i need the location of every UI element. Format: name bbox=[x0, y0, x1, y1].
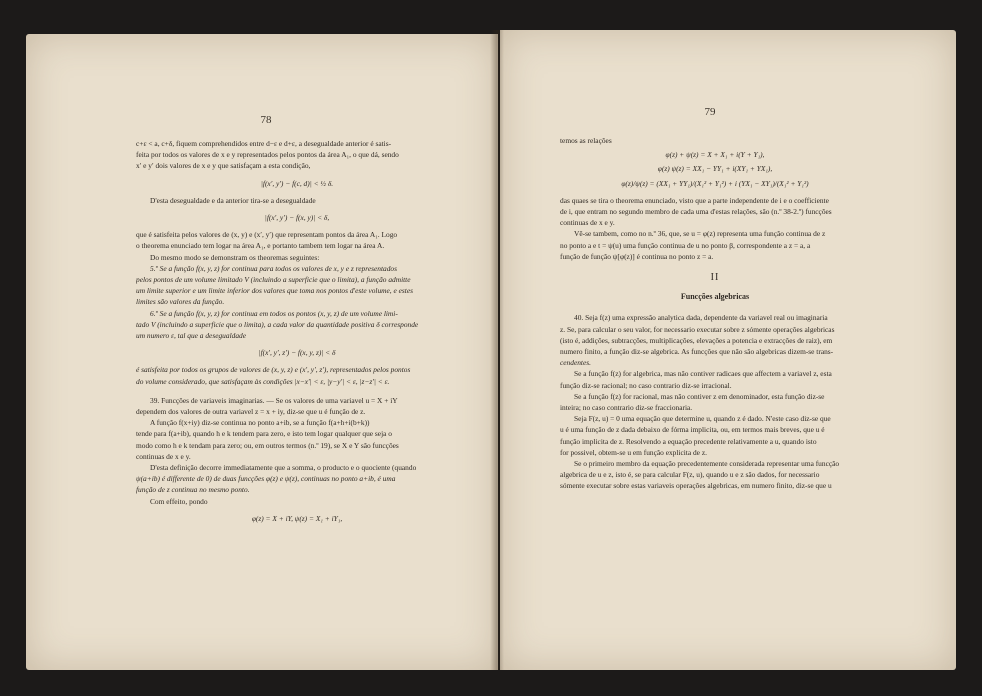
text-line: D'esta desegualdade e da anterior tira-se a desegualdade bbox=[150, 195, 316, 205]
text-line: c+ε < a, c+δ, fiquem comprehendidos entre d−ε e d+ε, a desegualdade anterior é satis- bbox=[136, 139, 392, 148]
right-page-text bbox=[560, 135, 870, 492]
text-line: Seja F(z, u) = 0 uma equação que determine u, quando z é dado. N'este caso diz-se que bbox=[574, 414, 831, 424]
text-line: o theorema enunciado tem logar na área A₁, e portanto tambem tem logar na área A. bbox=[136, 241, 385, 251]
text-line: Se a função f(z) for racional, mas não contiver z em denominador, esta função diz-se bbox=[574, 391, 825, 401]
text-line: z. Se, para calcular o seu valor, for necessario executar sobre z sómente operações algebricas bbox=[560, 324, 835, 334]
text-line: limites são valores da função. bbox=[136, 297, 225, 307]
text-line: 39. Funcções de variaveis imaginarias. — Se os valores de uma variavel u = X + iY bbox=[150, 395, 398, 405]
text-line: algebrica de u e z, isto é, se para calcular F(z, u), quando u e z são dados, for necessario bbox=[560, 470, 820, 480]
equation: |f(x′, y′, z′) − f(x, y, z)| < δ bbox=[258, 348, 336, 358]
text-line: D'esta definição decorre immediatamente que a somma, o producto e o quociente (quando bbox=[150, 463, 417, 473]
text-line: ψ(a+ib) é differente de 0) de duas funcções φ(z) e ψ(z), continuas no ponto a+ib, é uma bbox=[136, 474, 396, 484]
text-line: função diz-se racional; no caso contrario diz-se irracional. bbox=[560, 380, 732, 390]
text-line: 40. Seja f(z) uma expressão analytica dada, dependente da variavel real ou imaginaria bbox=[574, 313, 828, 323]
equation: |f(x′, y′) − f(x, y)| < δ, bbox=[264, 213, 330, 223]
text-line: modo como h e k tendam para zero; ou, em outros termos (n.º 19), se X e Y são funcções bbox=[136, 440, 399, 450]
left-paragraph-b bbox=[136, 195, 458, 206]
text-line: tado V (incluindo a superficie que o limita), a cada valor da quantidade positiva δ corresponde bbox=[136, 319, 419, 329]
text-line: 6.º Se a função f(x, y, z) for continua em todos os pontos (x, y, z) de um volume limi- bbox=[150, 308, 398, 318]
text-line: temos as relações bbox=[560, 136, 612, 145]
text-line: tende para f(a+ib), quando h e k tendem para zero, e isto tem logar qualquer que seja o bbox=[136, 429, 392, 439]
left-page-number: 78 bbox=[260, 114, 272, 126]
text-line: dependem dos valores de outra variavel z = x + iy, diz-se que u é função de z. bbox=[136, 407, 366, 417]
text-line: um numero ε, tal que a desegualdade bbox=[136, 331, 246, 341]
text-line: é satisfeita por todos os grupos de valores de (x, y, z) e (x′, y′, z′), representados pelos pontos bbox=[136, 365, 411, 375]
text-line: sómente executar sobre estas variaveis operações algebricas, em numero finito, diz-se que u bbox=[560, 481, 832, 491]
text-line: função de z continua no mesmo ponto. bbox=[136, 485, 250, 495]
section-number: II bbox=[710, 272, 720, 284]
text-line: A função f(x+iy) diz-se continua no ponto a+ib, se a função f(a+h+i(b+k)) bbox=[150, 418, 370, 428]
text-line: continuas de x e y. bbox=[560, 218, 615, 228]
right-page-number: 79 bbox=[704, 106, 716, 118]
equation: |f(x′, y′) − f(c, d)| < ½ δ. bbox=[260, 178, 334, 188]
left-paragraph-a bbox=[136, 138, 458, 172]
text-line: u é uma função de z dada debaixo de fórma implicita, ou, em termos mais breves, que u é bbox=[560, 425, 825, 435]
equation: φ(z) + ψ(z) = X + X₁ + i(Y + Y₁), bbox=[665, 150, 765, 160]
text-line: pelos pontos de um volume limitado V (incluindo a superficie que o limita), a função admitte bbox=[136, 275, 411, 285]
equation: φ(z) ψ(z) = XX₁ − YY₁ + i(XY₁ + YX₁), bbox=[657, 164, 773, 174]
text-line: de i, que entram no segundo membro de cada uma d'estas relações, são (n.º 38-2.º) funcções bbox=[560, 207, 832, 217]
text-line: 5.º Se a função f(x, y, z) for continua para todos os valores de x, y e z representados bbox=[150, 263, 397, 273]
text-line: for possivel, obtem-se u em função explicita de z. bbox=[560, 447, 707, 457]
text-line: Se o primeiro membro da equação precedentemente considerada representar uma funcção bbox=[574, 459, 840, 469]
right-page bbox=[500, 30, 956, 670]
book-gutter bbox=[490, 30, 504, 670]
left-paragraph-d bbox=[136, 364, 458, 386]
text-line: Se a função f(z) for algebrica, mas não contiver radicaes que affectem a variavel z, esta bbox=[574, 369, 832, 379]
text-line: (isto é, addições, subtracções, multiplicações, elevações a potencia e extracções de raiz), em bbox=[560, 335, 833, 345]
text-line: feita por todos os valores de x e y representados pelos pontos da área A₁, o que dá, sendo bbox=[136, 150, 399, 160]
text-line: cendentes. bbox=[560, 358, 591, 368]
text-line: x′ e y′ dois valores de x e y que satisfaçam a esta condição, bbox=[136, 161, 311, 171]
text-line: Vê-se tambem, como no n.º 36, que, se u = φ(z) representa uma função continua de z bbox=[574, 229, 826, 239]
text-line: inteira; no caso contrario diz-se fraccionaria. bbox=[560, 403, 693, 413]
section-title: Funcções algebricas bbox=[680, 292, 750, 302]
text-line: função implicita de z. Resolvendo a equação precedente relativamente a u, quando isto bbox=[560, 436, 817, 446]
text-line: que é satisfeita pelos valores de (x, y) e (x′, y′) que representam pontos da área A₁. Logo bbox=[136, 230, 398, 240]
text-line: numero finito, a função diz-se algebrica. As funcções que não são algebricas dizem-se trans- bbox=[560, 347, 834, 357]
right-paragraph-b bbox=[560, 312, 870, 491]
text-line: Com effeito, pondo bbox=[150, 496, 208, 506]
equation: φ(z)/ψ(z) = (XX₁ + YY₁)/(X₁² + Y₁²) + i (YX₁ − XY₁)/(X₁² + Y₁²) bbox=[621, 178, 809, 188]
text-line: Do mesmo modo se demonstram os theoremas seguintes: bbox=[150, 252, 320, 262]
text-line: função de função ψ[φ(z)] é continua no ponto z = a. bbox=[560, 251, 714, 261]
right-paragraph-a bbox=[560, 195, 870, 262]
text-line: do volume considerado, que satisfaçam às condições |x−x′| < ε, |y−y′| < ε, |z−z′| < ε. bbox=[136, 376, 390, 386]
left-paragraph-e bbox=[136, 395, 458, 507]
left-paragraph-c bbox=[136, 229, 458, 341]
equation: φ(z) = X + iY, ψ(z) = X₁ + iY₁, bbox=[251, 513, 343, 523]
text-line: no ponto a e t = ψ(u) uma função continua de u no ponto β, correspondente a z = a, a bbox=[560, 240, 811, 250]
text-line: das quaes se tira o theorema enunciado, visto que a parte independente de i e o coefficiente bbox=[560, 195, 829, 205]
left-page bbox=[26, 34, 498, 670]
text-line: continuas de x e y. bbox=[136, 451, 191, 461]
left-page-text bbox=[136, 138, 458, 530]
text-line: um limite superior e um limite inferior dos valores que toma nos pontos d'este volume, e estes bbox=[136, 286, 413, 296]
